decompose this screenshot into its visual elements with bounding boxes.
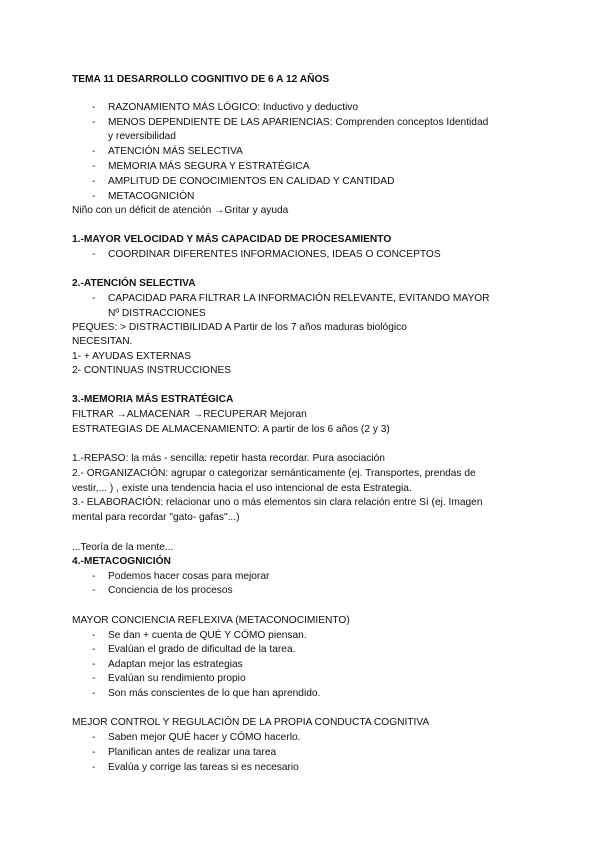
- bullet-dash: -: [92, 659, 96, 670]
- list-item: Son más conscientes de lo que han aprendido.: [108, 688, 321, 699]
- bullet-dash: -: [92, 176, 96, 187]
- bullet-dash: -: [92, 117, 96, 128]
- bullet-dash: -: [92, 293, 96, 304]
- list-item: COORDINAR DIFERENTES INFORMACIONES, IDEAS O CONCEPTOS: [108, 249, 441, 260]
- text-line: 2- CONTINUAS INSTRUCCIONES: [72, 365, 232, 376]
- bullet-dash: -: [92, 161, 96, 172]
- list-item: Evalúan su rendimiento propio: [108, 673, 246, 684]
- bullet-dash: -: [92, 688, 96, 699]
- list-item: AMPLITUD DE CONOCIMIENTOS EN CALIDAD Y CANTIDAD: [108, 176, 395, 187]
- bullet-dash: -: [92, 762, 96, 773]
- bullet-dash: -: [92, 630, 96, 641]
- text-line: vestir,... ) , existe una tendencia hacia el uso intencional de esta Estrategia.: [72, 483, 412, 494]
- section-2-heading: 2.-ATENCIÓN SELECTIVA: [72, 278, 196, 289]
- list-item: METACOGNICIÓN: [108, 191, 195, 202]
- bullet-dash: -: [92, 571, 96, 582]
- bullet-dash: -: [92, 732, 96, 743]
- list-item: Conciencia de los procesos: [108, 585, 233, 596]
- text-line: 1.-REPASO: la más - sencilla: repetir hasta recordar. Pura asociación: [72, 453, 385, 464]
- list-item: Evalúan el grado de dificultad de la tarea.: [108, 644, 296, 655]
- text-line: mental para recordar "gato- gafas"...): [72, 512, 240, 523]
- bullet-dash: -: [92, 249, 96, 260]
- intro-note: Niño con un déficit de atención →Gritar y ayuda: [72, 205, 289, 216]
- text-line: 1- + AYUDAS EXTERNAS: [72, 351, 191, 362]
- subsection-heading: MAYOR CONCIENCIA REFLEXIVA (METACONOCIMIENTO): [72, 615, 350, 626]
- list-item-continuation: Nº DISTRACCIONES: [108, 308, 206, 319]
- list-item: CAPACIDAD PARA FILTRAR LA INFORMACIÓN RELEVANTE, EVITANDO MAYOR: [108, 293, 490, 304]
- list-item: Podemos hacer cosas para mejorar: [108, 571, 270, 582]
- bullet-dash: -: [92, 102, 96, 113]
- bullet-dash: -: [92, 146, 96, 157]
- text-line: NECESITAN.: [72, 336, 133, 347]
- text-line: 2.- ORGANIZACIÓN: agrupar o categorizar semánticamente (ej. Transportes, prendas de: [72, 468, 476, 479]
- list-item: Adaptan mejor las estrategias: [108, 659, 243, 670]
- text-line: ESTRATEGIAS DE ALMACENAMIENTO: A partir de los 6 años (2 y 3): [72, 424, 390, 435]
- section-4-heading: 4.-METACOGNICIÓN: [72, 556, 171, 567]
- theory-note: ...Teoría de la mente...: [72, 542, 174, 553]
- subsection-heading: MEJOR CONTROL Y REGULACIÓN DE LA PROPIA CONDUCTA COGNITIVA: [72, 717, 430, 728]
- list-item: RAZONAMIENTO MÁS LÓGICO: Inductivo y deductivo: [108, 102, 359, 113]
- list-item: Se dan + cuenta de QUÉ Y CÓMO piensan.: [108, 630, 307, 641]
- list-item-continuation: y reversibilidad: [108, 131, 176, 142]
- text-line: 3.- ELABORACIÓN: relacionar uno o más elementos sin clara relación entre Sí (ej. Imagen: [72, 497, 483, 508]
- list-item: ATENCIÓN MÁS SELECTIVA: [108, 146, 243, 157]
- list-item: MENOS DEPENDIENTE DE LAS APARIENCIAS: Comprenden conceptos Identidad: [108, 117, 489, 128]
- list-item: MEMORIA MÁS SEGURA Y ESTRATÉGICA: [108, 161, 310, 172]
- bullet-dash: -: [92, 585, 96, 596]
- list-item: Saben mejor QUÉ hacer y CÓMO hacerlo.: [108, 732, 301, 743]
- section-1-heading: 1.-MAYOR VELOCIDAD Y MÁS CAPACIDAD DE PROCESAMIENTO: [72, 234, 392, 245]
- list-item: Evalúa y corrige las tareas si es necesario: [108, 762, 299, 773]
- bullet-dash: -: [92, 747, 96, 758]
- list-item: Planifican antes de realizar una tarea: [108, 747, 277, 758]
- document-title: TEMA 11 DESARROLLO COGNITIVO DE 6 A 12 AÑOS: [72, 74, 330, 85]
- bullet-dash: -: [92, 673, 96, 684]
- text-line: PEQUES: > DISTRACTIBILIDAD A Partir de los 7 años maduras biológico: [72, 322, 407, 333]
- section-3-heading: 3.-MEMORIA MÁS ESTRATÉGICA: [72, 394, 234, 405]
- bullet-dash: -: [92, 644, 96, 655]
- bullet-dash: -: [92, 191, 96, 202]
- text-line: FILTRAR →ALMACENAR →RECUPERAR Mejoran: [72, 409, 307, 420]
